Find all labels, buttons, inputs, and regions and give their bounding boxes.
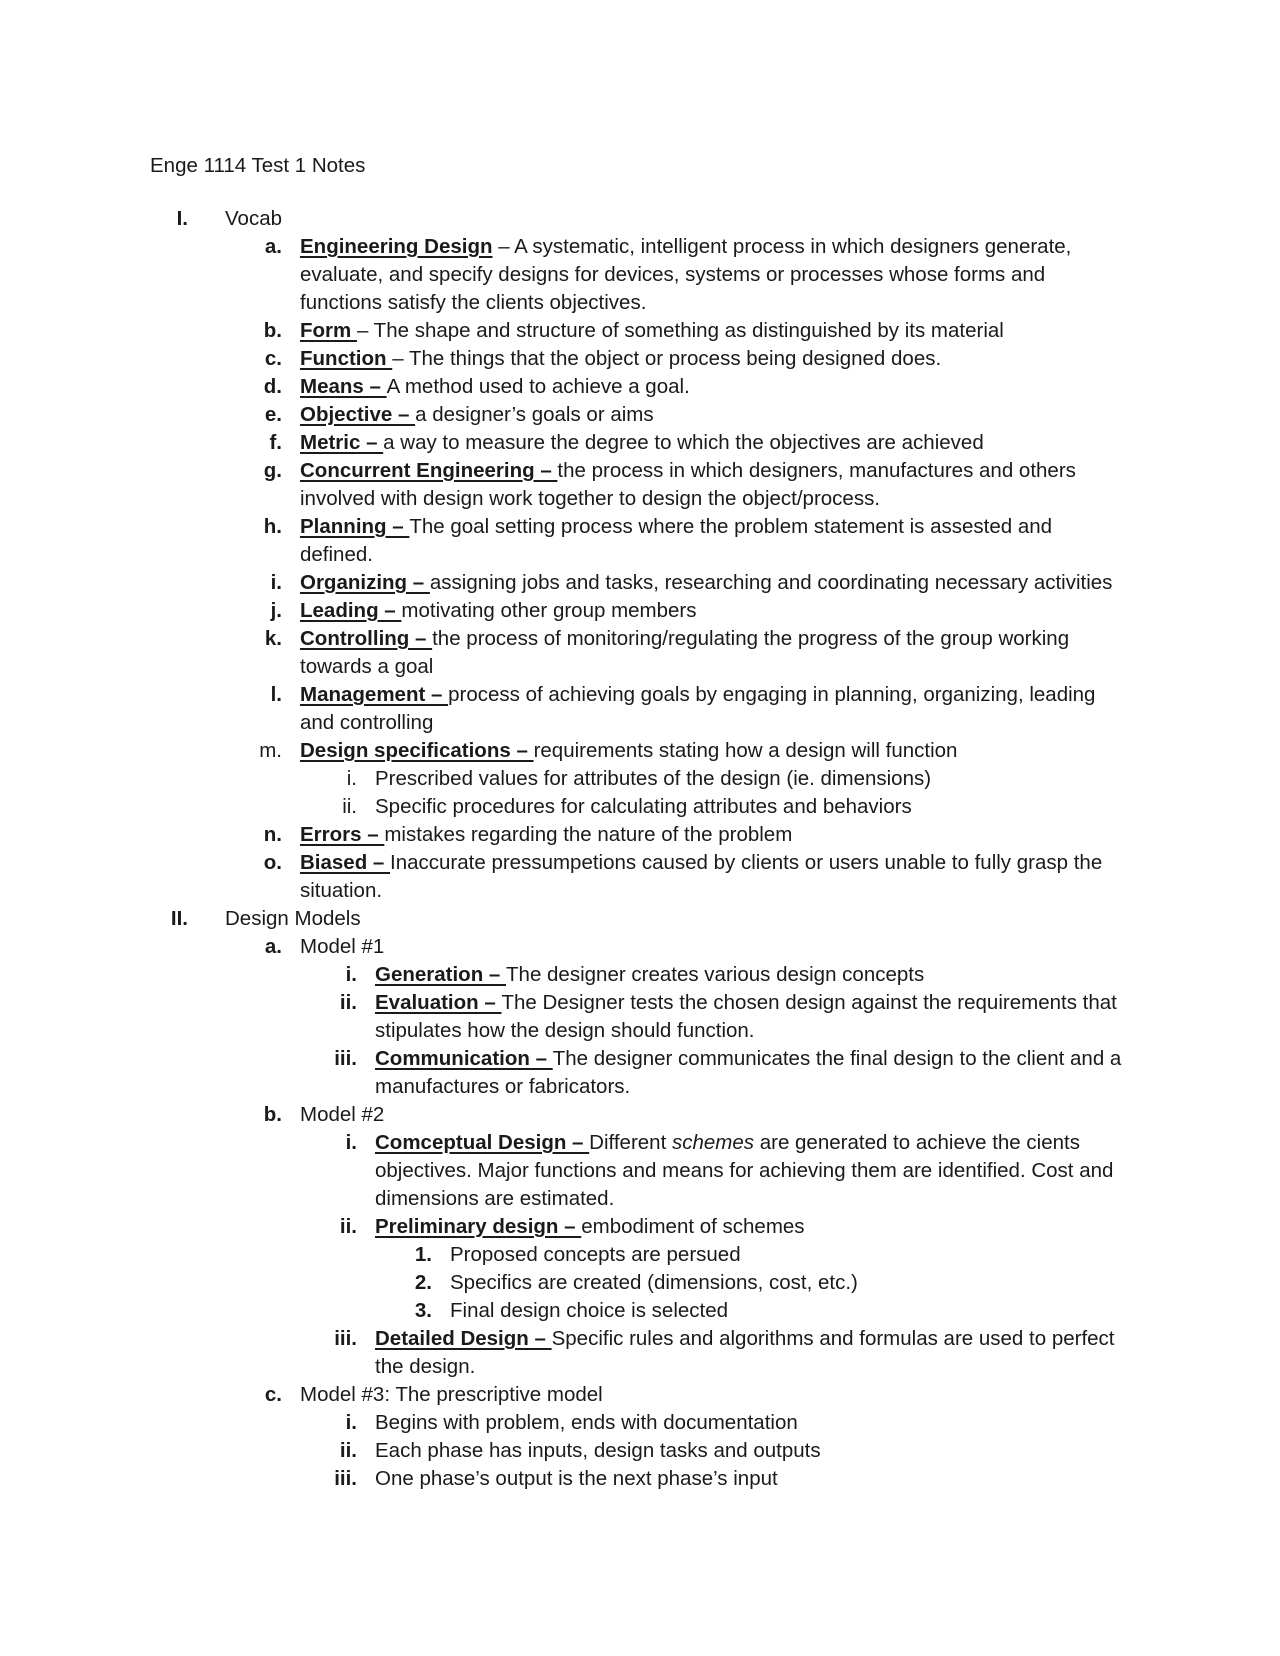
list-item-marker: h. (263, 515, 282, 538)
sub-item-marker: ii. (339, 991, 357, 1014)
stage-term: Comceptual Design – (375, 1131, 590, 1154)
list-item (300, 457, 1130, 513)
vocab-definition: mistakes regarding the nature of the problem (384, 823, 793, 846)
list-item (300, 429, 984, 457)
stage-definition: Specific rules and algorithms and formulas are used to perfect the design. (375, 1327, 1115, 1378)
vocab-definition: The goal setting process where the problem statement is assested and defined. (300, 515, 1053, 566)
vocab-definition: – The shape and structure of something as distinguished by its material (356, 319, 1004, 342)
stage-definition: The designer creates various design concepts (506, 963, 925, 986)
sub-item-marker: i. (345, 963, 357, 986)
stage-definition: The designer communicates the final design to the client and a manufactures or fabricators. (375, 1047, 1122, 1098)
list-item (300, 625, 1130, 681)
stage-term: Preliminary design – (375, 1215, 582, 1238)
sub-item-marker: ii. (339, 1439, 357, 1462)
model-label: Model #3: The prescriptive model (300, 1383, 603, 1406)
list-item-marker: n. (263, 823, 282, 846)
list-item-marker: l. (270, 683, 282, 706)
vocab-term: Form (300, 319, 357, 342)
vocab-term: Concurrent Engineering – (300, 459, 558, 482)
stage-term: Evaluation – (375, 991, 502, 1014)
sub-item-marker: ii. (342, 795, 357, 818)
vocab-definition: a designer’s goals or aims (415, 403, 654, 426)
vocab-term: Management – (300, 683, 449, 706)
vocab-definition: assigning jobs and tasks, researching and coordinating necessary activities (429, 571, 1113, 594)
sub-item-marker: i. (345, 1131, 357, 1154)
sub-item (375, 989, 1130, 1045)
vocab-definition: A method used to achieve a goal. (386, 375, 690, 398)
sub-item-text: Begins with problem, ends with documentation (375, 1411, 798, 1434)
stage-definition: The Designer tests the chosen design against the requirements that stipulates how the design should function. (375, 991, 1117, 1042)
list-item (300, 513, 1130, 569)
emphasis-text: schemes (671, 1131, 755, 1154)
vocab-definition: process of achieving goals by engaging in planning, organizing, leading and controlling (300, 683, 1096, 734)
stage-definition: embodiment of schemes (581, 1215, 805, 1238)
list-item-marker: b. (263, 319, 282, 342)
vocab-term: Design specifications – (300, 739, 534, 762)
list-item-marker: j. (270, 599, 282, 622)
list-item (300, 233, 1130, 317)
list-item (300, 345, 941, 373)
numbered-item-text: Specifics are created (dimensions, cost, etc.) (450, 1271, 858, 1294)
list-item-marker: e. (264, 403, 282, 426)
section-marker: I. (176, 207, 188, 230)
section-marker: II. (170, 907, 188, 930)
section-heading: Vocab (225, 207, 282, 230)
vocab-definition: – A systematic, intelligent process in which designers generate, evaluate, and specify designs for devices, systems or processes whose forms and functions satisfy the clients objectives. (300, 235, 1072, 314)
sub-item (375, 1213, 805, 1241)
numbered-item-text: Final design choice is selected (450, 1299, 729, 1322)
list-item (300, 597, 697, 625)
numbered-item-text: Proposed concepts are persued (450, 1243, 741, 1266)
list-item-marker: a. (264, 235, 282, 258)
list-item (300, 821, 792, 849)
list-item (300, 681, 1130, 737)
vocab-term: Function (300, 347, 393, 370)
sub-item-marker: iii. (334, 1467, 357, 1490)
sub-item-text: Prescribed values for attributes of the design (ie. dimensions) (375, 767, 932, 790)
sub-item-marker: i. (346, 767, 357, 790)
vocab-term: Organizing – (300, 571, 430, 594)
vocab-definition: Inaccurate pressumpetions caused by clients or users unable to fully grasp the situation. (300, 851, 1103, 902)
list-item (300, 401, 654, 429)
sub-item (375, 1045, 1130, 1101)
vocab-definition: the process in which designers, manufactures and others involved with design work together to design the object/process. (300, 459, 1076, 510)
sub-item-text: Specific procedures for calculating attributes and behaviors (375, 795, 912, 818)
sub-item-text: One phase’s output is the next phase’s input (375, 1467, 778, 1490)
list-item (300, 373, 690, 401)
stage-definition: Different (589, 1131, 672, 1154)
vocab-term: Planning – (300, 515, 410, 538)
vocab-term: Metric – (300, 431, 384, 454)
model-marker: c. (264, 1383, 282, 1406)
list-item-marker: c. (264, 347, 282, 370)
list-item-marker: m. (259, 739, 282, 762)
list-item-marker: i. (270, 571, 282, 594)
sub-item (375, 1129, 1130, 1213)
sub-item-text: Each phase has inputs, design tasks and outputs (375, 1439, 821, 1462)
numbered-marker: 3. (414, 1299, 432, 1322)
stage-definition-cont: are generated to achieve the cients objectives. Major functions and means for achieving them are identified. Cost and dimensions are estimated. (375, 1131, 1114, 1210)
numbered-marker: 1. (414, 1243, 432, 1266)
vocab-term: Errors – (300, 823, 385, 846)
sub-item (375, 961, 924, 989)
stage-term: Detailed Design – (375, 1327, 552, 1350)
model-label: Model #2 (300, 1103, 385, 1126)
model-label: Model #1 (300, 935, 385, 958)
vocab-definition: the process of monitoring/regulating the progress of the group working towards a goal (300, 627, 1070, 678)
vocab-term: Biased – (300, 851, 391, 874)
list-item (300, 849, 1130, 905)
list-item-marker: d. (263, 375, 282, 398)
vocab-definition: a way to measure the degree to which the objectives are achieved (383, 431, 984, 454)
list-item-marker: g. (263, 459, 282, 482)
sub-item (375, 1325, 1130, 1381)
numbered-marker: 2. (414, 1271, 432, 1294)
vocab-term: Controlling – (300, 627, 433, 650)
stage-term: Communication – (375, 1047, 553, 1070)
sub-item-marker: iii. (334, 1047, 357, 1070)
list-item (300, 317, 1004, 345)
list-item-marker: f. (269, 431, 282, 454)
vocab-definition: requirements stating how a design will function (533, 739, 958, 762)
list-item-marker: k. (264, 627, 282, 650)
vocab-term: Leading – (300, 599, 402, 622)
section-heading: Design Models (225, 907, 361, 930)
vocab-definition: motivating other group members (401, 599, 697, 622)
sub-item-marker: ii. (339, 1215, 357, 1238)
vocab-term: Engineering Design (300, 235, 493, 258)
stage-term: Generation – (375, 963, 507, 986)
list-item (300, 737, 957, 765)
vocab-term: Means – (300, 375, 387, 398)
document-title: Enge 1114 Test 1 Notes (150, 154, 366, 177)
model-marker: b. (263, 1103, 282, 1126)
sub-item-marker: iii. (334, 1327, 357, 1350)
list-item (300, 569, 1112, 597)
vocab-term: Objective – (300, 403, 416, 426)
list-item-marker: o. (263, 851, 282, 874)
sub-item-marker: i. (345, 1411, 357, 1434)
vocab-definition: – The things that the object or process being designed does. (392, 347, 942, 370)
model-marker: a. (264, 935, 282, 958)
